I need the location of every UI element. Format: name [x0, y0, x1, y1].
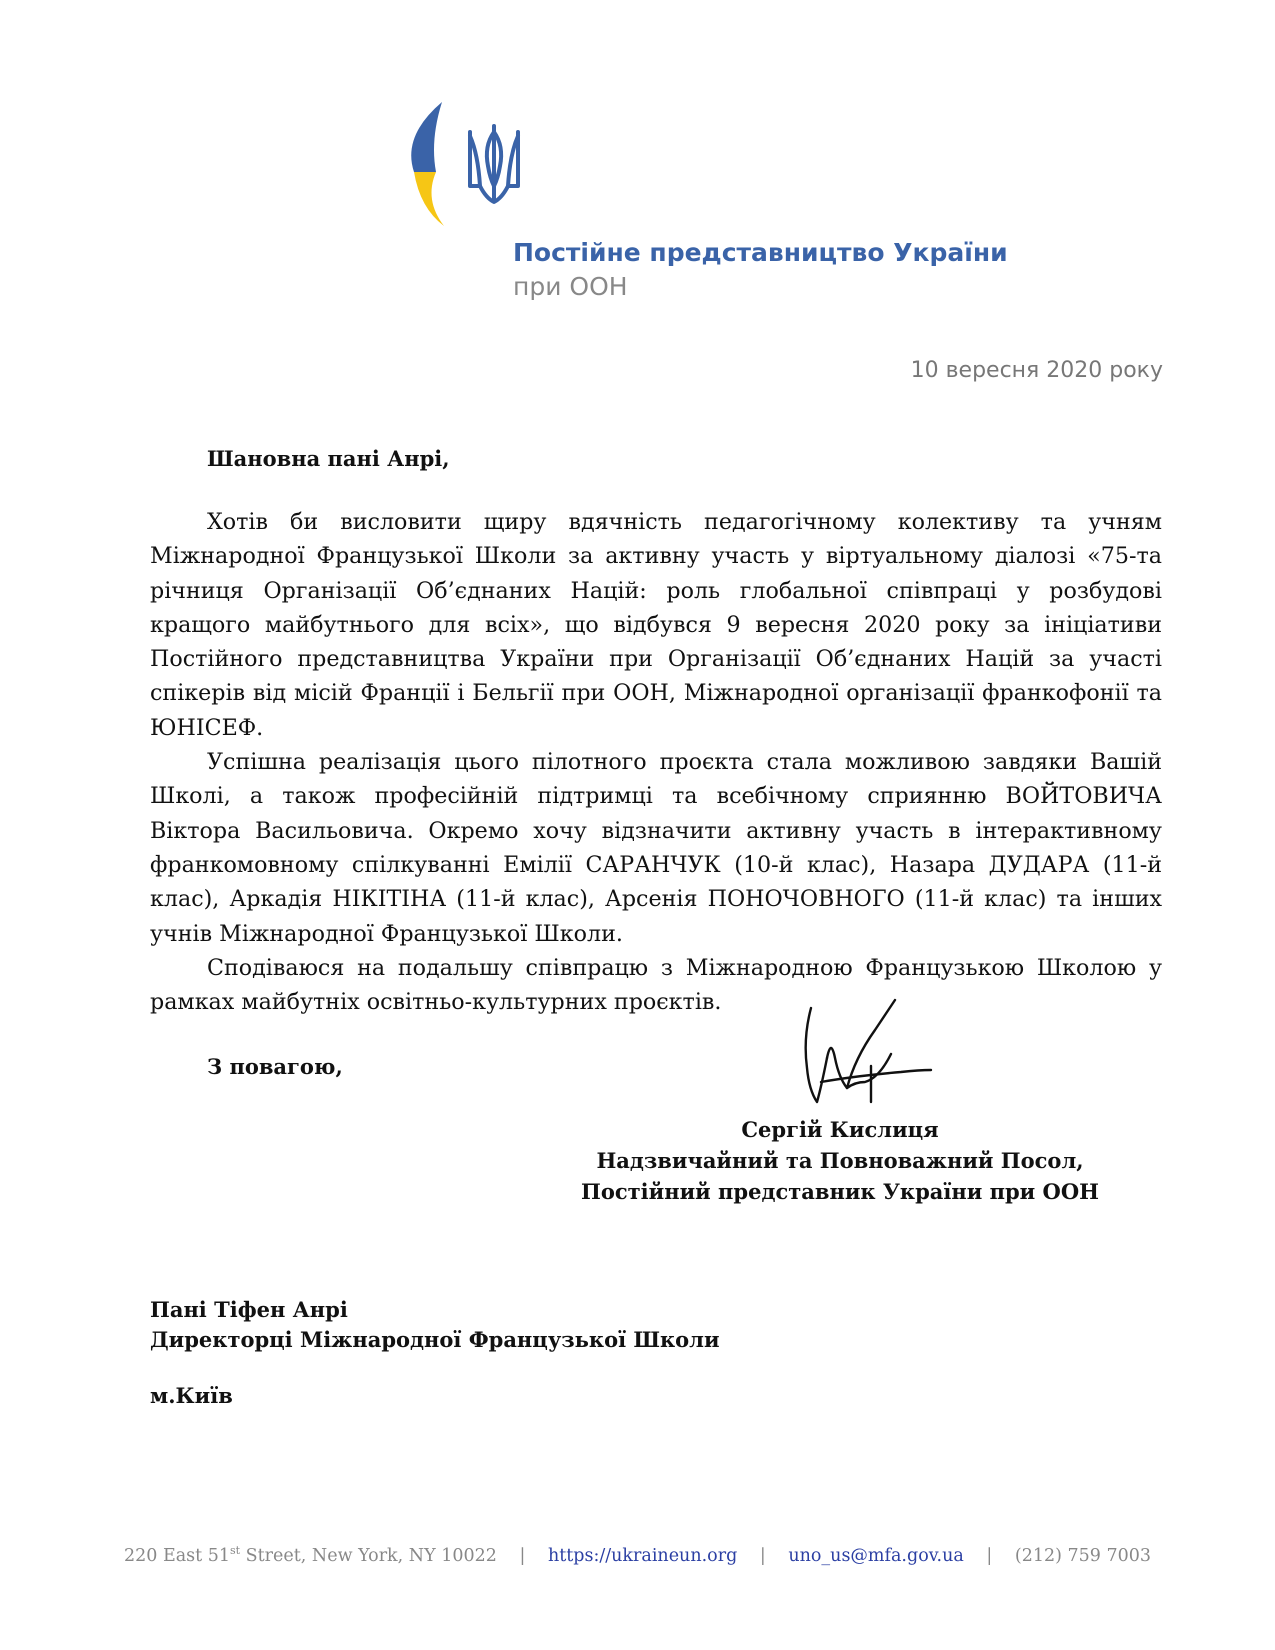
recipient-name: Пані Тіфен Анрі	[150, 1297, 348, 1322]
signer-block	[560, 1114, 1120, 1207]
footer	[0, 1544, 1275, 1566]
organization-subtitle: при ООН	[513, 272, 628, 301]
salutation: Шановна пані Анрі,	[207, 446, 450, 471]
signature	[795, 998, 945, 1118]
closing: З повагою,	[207, 1054, 343, 1079]
logo-arc-yellow	[414, 172, 444, 226]
footer-separator: |	[986, 1545, 993, 1566]
signer-title: Надзвичайний та Повноважний Посол,	[596, 1148, 1084, 1173]
footer-email-link[interactable]: uno_us@mfa.gov.ua	[788, 1545, 964, 1566]
letter-body	[150, 505, 1162, 1019]
footer-address: 220 East 51st Street, New York, NY 10022	[123, 1544, 497, 1566]
letter-date: 10 вересня 2020 року	[910, 358, 1163, 383]
trident-icon	[470, 126, 518, 202]
footer-separator: |	[759, 1545, 766, 1566]
footer-separator: |	[519, 1545, 526, 1566]
signer-name: Сергій Кислиця	[741, 1117, 939, 1142]
paragraph: Хотів би висловити щиру вдячність педагогічному колективу та учням Міжнародної Французької Школи за активну участь у віртуальному діалозі «75-та річниця Організації Об’єднаних Націй: роль глобальної співпраці у розбудові кращого майбутнього для всіх», що відбувся 9 вересня 2020 року за ініціативи Постійного представництва України при Організації Об’єднаних Націй за участі спікерів від місій Франції і Бельгії при ООН, Міжнародної організації франкофонії та ЮНІСЕФ.	[150, 509, 1162, 741]
signer-title: Постійний представник України при ООН	[581, 1179, 1099, 1204]
footer-phone: (212) 759 7003	[1014, 1545, 1151, 1566]
paragraph: Успішна реалізація цього пілотного проєкта стала можливою завдяки Вашій Школі, а також професійній підтримці та всебічному сприянню ВОЙТОВИЧА Віктора Васильовича. Окремо хочу відзначити активну участь в інтерактивному франкомовному спілкуванні Емілії САРАНЧУК (10-й клас), Назара ДУДАРА (11-й клас), Аркадія НІКІТІНА (11-й клас), Арсенія ПОНОЧОВНОГО (11-й клас) та інших учнів Міжнародної Французької Школи.	[150, 749, 1162, 947]
footer-website-link[interactable]: https://ukraineun.org	[547, 1545, 738, 1566]
recipient-block	[150, 1295, 720, 1355]
mission-logo	[410, 102, 550, 242]
recipient-position: Директорці Міжнародної Французької Школи	[150, 1327, 720, 1352]
paragraph: Сподіваюся на подальшу співпрацю з Міжнародною Французькою Школою у рамках майбутніх освітньо-культурних проєктів.	[150, 954, 1162, 1016]
recipient-city: м.Київ	[150, 1383, 233, 1408]
organization-name: Постійне представництво України	[513, 238, 1008, 267]
logo-arc-blue	[411, 102, 442, 172]
